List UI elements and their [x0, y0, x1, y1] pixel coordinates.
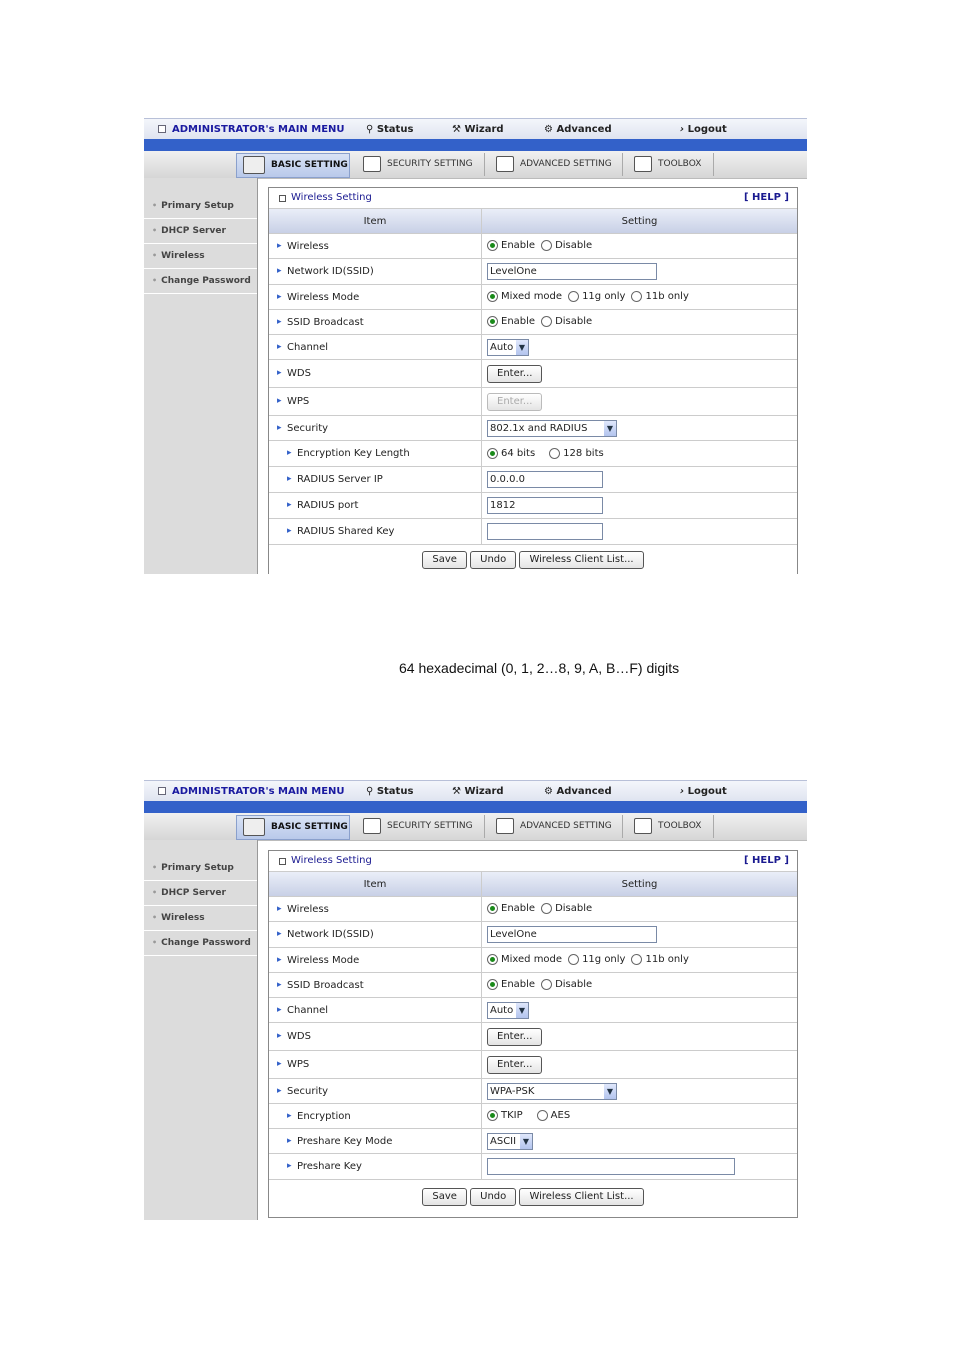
radius-key-cell: [482, 519, 798, 545]
wireless-setting-panel: [268, 850, 798, 1218]
channel-select[interactable]: [487, 1002, 529, 1019]
table-row: [269, 416, 797, 441]
radius-key-input[interactable]: [487, 523, 603, 540]
wps-cell: [482, 1051, 798, 1079]
sidebar: [144, 178, 258, 574]
tab-label: SECURITY SETTING: [387, 159, 473, 169]
main-menu-bar: [144, 780, 807, 801]
admin-label: ADMINISTRATOR's MAIN MENU: [172, 124, 345, 135]
toolbox-icon: [634, 818, 652, 834]
bits64-radio[interactable]: [487, 448, 498, 459]
save-button[interactable]: Save: [422, 1188, 467, 1206]
book-icon: [243, 156, 265, 174]
advanced-icon: ⚙: [544, 786, 557, 797]
tab-security-setting[interactable]: [357, 153, 482, 176]
row-label: ▸ WPS: [269, 1051, 482, 1079]
sidebar-item-wireless[interactable]: • Wireless: [144, 244, 257, 269]
wireless-client-list-button[interactable]: Wireless Client List...: [519, 1188, 643, 1206]
menu-advanced-label: Advanced: [556, 786, 612, 797]
table-header: [269, 872, 797, 897]
row-label: ▸ Preshare Key: [269, 1154, 482, 1180]
table-row: [269, 1051, 797, 1079]
admin-label: ADMINISTRATOR's MAIN MENU: [172, 786, 345, 797]
wireless-setting-panel: [268, 187, 798, 574]
ssid-input[interactable]: LevelOne: [487, 926, 657, 943]
psk-mode-cell: [482, 1129, 798, 1154]
tab-label: ADVANCED SETTING: [520, 821, 612, 831]
psk-mode-value: ASCII: [490, 1135, 517, 1147]
row-label: ▸ RADIUS Server IP: [269, 467, 482, 493]
table-row: [269, 467, 797, 493]
table-row: [269, 234, 797, 259]
tab-label: ADVANCED SETTING: [520, 159, 612, 169]
broadcast-enable-radio[interactable]: [487, 979, 498, 990]
save-button[interactable]: Save: [422, 551, 467, 569]
wizard-icon: ⚒: [452, 786, 465, 797]
tab-toolbox[interactable]: [628, 815, 713, 838]
ssid-cell: [482, 259, 798, 285]
wireless-disable-radio[interactable]: [541, 903, 552, 914]
row-label: ▸ Security: [269, 1079, 482, 1104]
row-label: ▸ Encryption: [269, 1104, 482, 1129]
row-label: ▸ Channel: [269, 998, 482, 1023]
tab-divider: [622, 815, 623, 838]
tkip-radio[interactable]: [487, 1110, 498, 1121]
menu-logout[interactable]: [680, 124, 727, 135]
square-icon: [158, 125, 166, 133]
wizard-icon: ⚒: [452, 124, 465, 135]
panel-title-text: Wireless Setting: [291, 192, 372, 203]
blue-bar: [144, 139, 807, 151]
table-row: [269, 335, 797, 360]
security-cell: [482, 416, 798, 441]
radio-label: 64 bits: [501, 447, 536, 459]
row-label: ▸ Wireless: [269, 234, 482, 259]
mixed-mode-radio[interactable]: [487, 954, 498, 965]
sidebar-item-change-password[interactable]: • Change Password: [144, 269, 257, 294]
channel-select[interactable]: [487, 339, 529, 356]
menu-logout-label: Logout: [687, 124, 727, 135]
tab-label: TOOLBOX: [658, 159, 702, 169]
radio-label: 128 bits: [563, 447, 604, 459]
table-row: [269, 493, 797, 519]
broadcast-disable-radio[interactable]: [541, 316, 552, 327]
table-row: [269, 1023, 797, 1051]
radio-label: Enable: [501, 979, 536, 991]
security-value: 802.1x and RADIUS: [490, 422, 588, 434]
b-only-radio[interactable]: [631, 954, 642, 965]
table-row: [269, 285, 797, 310]
mixed-mode-radio[interactable]: [487, 291, 498, 302]
square-icon: [158, 787, 166, 795]
psk-cell: [482, 1154, 798, 1180]
security-value: WPA-PSK: [490, 1085, 535, 1097]
col-item: Item: [269, 872, 482, 897]
radio-label: 11b only: [645, 954, 689, 966]
advanced-icon: ⚙: [544, 124, 557, 135]
row-label: ▸ Wireless Mode: [269, 948, 482, 973]
chevron-down-icon: ▼: [604, 1084, 616, 1099]
broadcast-disable-radio[interactable]: [541, 979, 552, 990]
row-label: ▸ Channel: [269, 335, 482, 360]
row-label: ▸ WDS: [269, 360, 482, 388]
radio-label: Mixed mode: [501, 291, 563, 303]
radius-ip-input[interactable]: 0.0.0.0: [487, 471, 603, 488]
toolbox-icon: [634, 156, 652, 172]
radio-label: 11g only: [582, 291, 626, 303]
radio-label: Disable: [555, 316, 593, 328]
settings-table: [269, 872, 797, 1214]
row-label: ▸ WDS: [269, 1023, 482, 1051]
menu-status[interactable]: [366, 786, 413, 797]
bits128-radio[interactable]: [549, 448, 560, 459]
blue-bar: [144, 801, 807, 813]
radio-label: TKIP: [501, 1110, 523, 1122]
sidebar-spacer: [144, 840, 257, 856]
wireless-enable-radio[interactable]: [487, 903, 498, 914]
row-label: ▸ Wireless: [269, 897, 482, 922]
caption-text: 64 hexadecimal (0, 1, 2…8, 9, A, B…F) digits: [399, 660, 680, 676]
buttons-cell: [269, 1180, 797, 1214]
buttons-row: [269, 545, 797, 575]
key-length-radio-group: [482, 441, 798, 467]
table-row: [269, 259, 797, 285]
arrow-icon: ›: [680, 786, 688, 797]
row-label: ▸ SSID Broadcast: [269, 973, 482, 998]
chevron-down-icon: ▼: [604, 421, 616, 436]
wps-enter-button[interactable]: Enter...: [487, 393, 542, 411]
help-link[interactable]: [ HELP ]: [743, 855, 789, 866]
broadcast-radio-group: [482, 310, 798, 335]
wps-cell: [482, 388, 798, 416]
wireless-enable-radio[interactable]: [487, 240, 498, 251]
sidebar-item-dhcp-server[interactable]: • DHCP Server: [144, 219, 257, 244]
tab-advanced-setting[interactable]: [490, 153, 620, 176]
table-row: [269, 922, 797, 948]
wireless-disable-radio[interactable]: [541, 240, 552, 251]
table-row: [269, 441, 797, 467]
table-row: [269, 1129, 797, 1154]
screenshot-radius: [144, 118, 807, 574]
g-only-radio[interactable]: [568, 954, 579, 965]
panel-title: [269, 851, 797, 872]
row-label: ▸ Security: [269, 416, 482, 441]
admin-main-menu[interactable]: [158, 124, 345, 135]
settings-table: [269, 209, 797, 575]
tab-divider: [622, 153, 623, 176]
sidebar-item-primary-setup[interactable]: • Primary Setup: [144, 856, 257, 881]
tab-label: BASIC SETTING: [271, 160, 348, 170]
row-label: ▸ Wireless Mode: [269, 285, 482, 310]
menu-advanced-label: Advanced: [556, 124, 612, 135]
main-menu-bar: [144, 118, 807, 139]
menu-advanced[interactable]: [544, 786, 612, 797]
security-icon: [363, 818, 381, 834]
tab-label: BASIC SETTING: [271, 822, 348, 832]
chevron-down-icon: ▼: [516, 340, 528, 355]
row-label: ▸ RADIUS Shared Key: [269, 519, 482, 545]
tab-divider: [484, 815, 485, 838]
menu-status[interactable]: [366, 124, 413, 135]
tab-basic-setting[interactable]: [236, 815, 350, 840]
sidebar-item-dhcp-server[interactable]: • DHCP Server: [144, 881, 257, 906]
wireless-radio-group: [482, 897, 798, 922]
radio-label: Disable: [555, 240, 593, 252]
radio-label: Mixed mode: [501, 954, 563, 966]
radio-label: AES: [550, 1110, 571, 1122]
col-item: Item: [269, 209, 482, 234]
tab-bar: [144, 813, 807, 841]
buttons-cell: [269, 545, 797, 575]
menu-status-label: Status: [376, 786, 414, 797]
radius-port-cell: [482, 493, 798, 519]
channel-cell: [482, 998, 798, 1023]
security-select[interactable]: [487, 1083, 617, 1100]
row-label: ▸ Network ID(SSID): [269, 259, 482, 285]
col-setting: Setting: [482, 872, 798, 897]
undo-button[interactable]: Undo: [470, 551, 516, 569]
help-link[interactable]: [ HELP ]: [743, 192, 789, 203]
status-icon: ⚲: [366, 786, 377, 797]
radio-label: Disable: [555, 903, 593, 915]
radio-label: Enable: [501, 316, 536, 328]
mode-radio-group: [482, 948, 798, 973]
table-row: [269, 1104, 797, 1129]
undo-button[interactable]: Undo: [470, 1188, 516, 1206]
panel-title-text: Wireless Setting: [291, 855, 372, 866]
radio-label: Enable: [501, 240, 536, 252]
table-row: [269, 519, 797, 545]
table-row: [269, 1079, 797, 1104]
tab-divider: [713, 815, 714, 838]
wds-cell: [482, 1023, 798, 1051]
menu-wizard[interactable]: [452, 124, 504, 135]
sidebar: [144, 840, 258, 1220]
channel-value: Auto: [490, 341, 514, 353]
tab-advanced-setting[interactable]: [490, 815, 620, 838]
row-label: ▸ WPS: [269, 388, 482, 416]
advanced-setting-icon: [496, 818, 514, 834]
sidebar-item-change-password[interactable]: • Change Password: [144, 931, 257, 956]
radius-port-input[interactable]: 1812: [487, 497, 603, 514]
broadcast-enable-radio[interactable]: [487, 316, 498, 327]
sidebar-item-wireless[interactable]: • Wireless: [144, 906, 257, 931]
radio-label: Disable: [555, 979, 593, 991]
admin-main-menu[interactable]: [158, 786, 345, 797]
broadcast-radio-group: [482, 973, 798, 998]
table-header: [269, 209, 797, 234]
table-row: [269, 998, 797, 1023]
tab-label: TOOLBOX: [658, 821, 702, 831]
row-label: ▸ Encryption Key Length: [269, 441, 482, 467]
encryption-radio-group: [482, 1104, 798, 1129]
menu-wizard-label: Wizard: [464, 124, 504, 135]
status-icon: ⚲: [366, 124, 377, 135]
security-select[interactable]: [487, 420, 617, 437]
b-only-radio[interactable]: [631, 291, 642, 302]
tab-security-setting[interactable]: [357, 815, 482, 838]
ssid-input[interactable]: LevelOne: [487, 263, 657, 280]
wireless-client-list-button[interactable]: Wireless Client List...: [519, 551, 643, 569]
menu-logout[interactable]: [680, 786, 727, 797]
radio-label: Enable: [501, 903, 536, 915]
aes-radio[interactable]: [537, 1110, 548, 1121]
wds-enter-button[interactable]: Enter...: [487, 1028, 542, 1046]
table-row: [269, 310, 797, 335]
security-cell: [482, 1079, 798, 1104]
security-icon: [363, 156, 381, 172]
arrow-icon: ›: [680, 124, 688, 135]
table-row: [269, 948, 797, 973]
tab-label: SECURITY SETTING: [387, 821, 473, 831]
sidebar-item-primary-setup[interactable]: • Primary Setup: [144, 194, 257, 219]
radio-label: 11b only: [645, 291, 689, 303]
wps-enter-button[interactable]: Enter...: [487, 1056, 542, 1074]
tab-divider: [484, 153, 485, 176]
menu-status-label: Status: [376, 124, 414, 135]
tab-divider: [713, 153, 714, 176]
table-row: [269, 897, 797, 922]
chevron-down-icon: ▼: [516, 1003, 528, 1018]
table-row: [269, 388, 797, 416]
psk-mode-select[interactable]: [487, 1133, 533, 1150]
table-row: [269, 973, 797, 998]
row-label: ▸ Network ID(SSID): [269, 922, 482, 948]
table-row: [269, 360, 797, 388]
row-label: ▸ Preshare Key Mode: [269, 1129, 482, 1154]
tab-basic-setting[interactable]: [236, 153, 350, 178]
g-only-radio[interactable]: [568, 291, 579, 302]
menu-wizard[interactable]: [452, 786, 504, 797]
channel-cell: [482, 335, 798, 360]
book-icon: [243, 818, 265, 836]
advanced-setting-icon: [496, 156, 514, 172]
sidebar-spacer: [144, 178, 257, 194]
menu-logout-label: Logout: [687, 786, 727, 797]
ssid-cell: [482, 922, 798, 948]
chevron-down-icon: ▼: [520, 1134, 532, 1149]
table-row: [269, 1154, 797, 1180]
psk-input[interactable]: [487, 1158, 735, 1175]
wds-cell: [482, 360, 798, 388]
row-label: ▸ RADIUS port: [269, 493, 482, 519]
channel-value: Auto: [490, 1004, 514, 1016]
radio-label: 11g only: [582, 954, 626, 966]
row-label: ▸ SSID Broadcast: [269, 310, 482, 335]
menu-advanced[interactable]: [544, 124, 612, 135]
col-setting: Setting: [482, 209, 798, 234]
buttons-row: [269, 1180, 797, 1214]
panel-title: [269, 188, 797, 209]
wds-enter-button[interactable]: Enter...: [487, 365, 542, 383]
menu-wizard-label: Wizard: [464, 786, 504, 797]
screenshot-wpa-psk: [144, 780, 807, 1220]
tab-bar: [144, 151, 807, 179]
mode-radio-group: [482, 285, 798, 310]
wireless-radio-group: [482, 234, 798, 259]
radius-ip-cell: [482, 467, 798, 493]
tab-toolbox[interactable]: [628, 153, 713, 176]
